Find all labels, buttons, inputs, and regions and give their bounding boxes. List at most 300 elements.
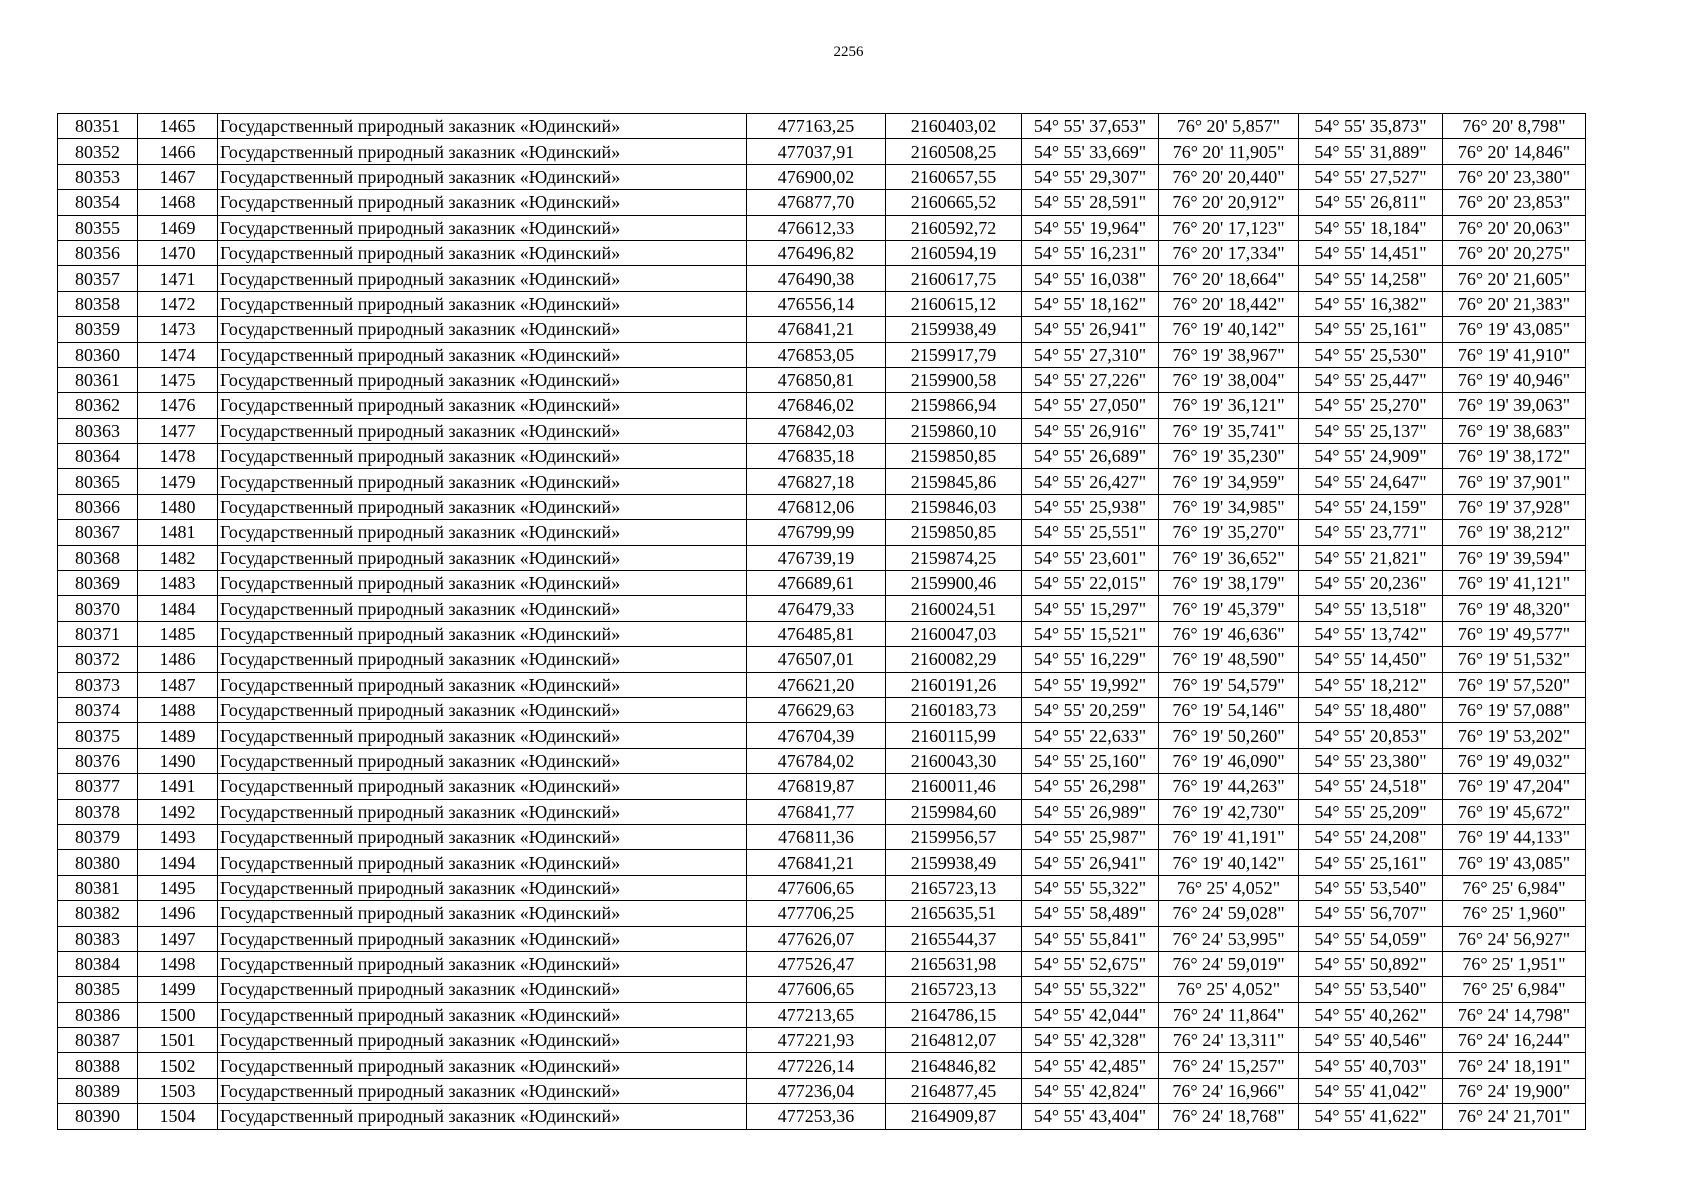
longitude-2-cell: 76° 20' 21,383" <box>1443 291 1586 316</box>
x-coordinate-cell: 477236,04 <box>747 1078 886 1103</box>
longitude-1-cell: 76° 24' 18,768" <box>1159 1104 1299 1129</box>
x-coordinate-cell: 477526,47 <box>747 951 886 976</box>
table-row <box>58 1002 1586 1027</box>
x-coordinate-cell: 476841,21 <box>747 317 886 342</box>
longitude-1-cell: 76° 20' 20,440" <box>1159 164 1299 189</box>
point-number-cell: 1497 <box>138 926 218 951</box>
longitude-2-cell: 76° 20' 20,275" <box>1443 240 1586 265</box>
record-id-cell: 80372 <box>58 647 138 672</box>
longitude-2-cell: 76° 20' 20,063" <box>1443 215 1586 240</box>
point-number-cell: 1479 <box>138 469 218 494</box>
longitude-1-cell: 76° 19' 54,579" <box>1159 672 1299 697</box>
longitude-1-cell: 76° 24' 59,019" <box>1159 951 1299 976</box>
object-name-cell: Государственный природный заказник «Юдинский» <box>218 494 747 519</box>
record-id-cell: 80364 <box>58 444 138 469</box>
x-coordinate-cell: 476784,02 <box>747 748 886 773</box>
longitude-2-cell: 76° 19' 38,683" <box>1443 418 1586 443</box>
latitude-2-cell: 54° 55' 24,159" <box>1299 494 1443 519</box>
latitude-1-cell: 54° 55' 26,941" <box>1022 317 1159 342</box>
table-row <box>58 1053 1586 1078</box>
record-id-cell: 80357 <box>58 266 138 291</box>
longitude-2-cell: 76° 19' 47,204" <box>1443 774 1586 799</box>
x-coordinate-cell: 476850,81 <box>747 367 886 392</box>
table-row <box>58 190 1586 215</box>
latitude-1-cell: 54° 55' 55,322" <box>1022 875 1159 900</box>
longitude-1-cell: 76° 24' 13,311" <box>1159 1028 1299 1053</box>
record-id-cell: 80384 <box>58 951 138 976</box>
object-name-cell: Государственный природный заказник «Юдинский» <box>218 291 747 316</box>
record-id-cell: 80387 <box>58 1028 138 1053</box>
latitude-1-cell: 54° 55' 16,229" <box>1022 647 1159 672</box>
latitude-1-cell: 54° 55' 26,941" <box>1022 850 1159 875</box>
longitude-2-cell: 76° 19' 41,910" <box>1443 342 1586 367</box>
longitude-1-cell: 76° 19' 46,636" <box>1159 621 1299 646</box>
x-coordinate-cell: 476841,77 <box>747 799 886 824</box>
latitude-1-cell: 54° 55' 43,404" <box>1022 1104 1159 1129</box>
point-number-cell: 1468 <box>138 190 218 215</box>
x-coordinate-cell: 476704,39 <box>747 723 886 748</box>
longitude-1-cell: 76° 24' 53,995" <box>1159 926 1299 951</box>
page-number: 2256 <box>833 44 864 60</box>
longitude-2-cell: 76° 19' 38,172" <box>1443 444 1586 469</box>
y-coordinate-cell: 2164846,82 <box>886 1053 1022 1078</box>
coordinates-table <box>57 113 1586 1130</box>
record-id-cell: 80360 <box>58 342 138 367</box>
x-coordinate-cell: 477226,14 <box>747 1053 886 1078</box>
table-row <box>58 469 1586 494</box>
y-coordinate-cell: 2159866,94 <box>886 393 1022 418</box>
latitude-1-cell: 54° 55' 20,259" <box>1022 697 1159 722</box>
x-coordinate-cell: 477706,25 <box>747 901 886 926</box>
y-coordinate-cell: 2159917,79 <box>886 342 1022 367</box>
x-coordinate-cell: 476853,05 <box>747 342 886 367</box>
table-row <box>58 977 1586 1002</box>
longitude-1-cell: 76° 19' 38,967" <box>1159 342 1299 367</box>
latitude-1-cell: 54° 55' 25,551" <box>1022 520 1159 545</box>
record-id-cell: 80368 <box>58 545 138 570</box>
point-number-cell: 1494 <box>138 850 218 875</box>
longitude-2-cell: 76° 19' 49,032" <box>1443 748 1586 773</box>
y-coordinate-cell: 2164786,15 <box>886 1002 1022 1027</box>
x-coordinate-cell: 476811,36 <box>747 824 886 849</box>
latitude-2-cell: 54° 55' 25,270" <box>1299 393 1443 418</box>
latitude-2-cell: 54° 55' 25,209" <box>1299 799 1443 824</box>
latitude-2-cell: 54° 55' 25,137" <box>1299 418 1443 443</box>
x-coordinate-cell: 476827,18 <box>747 469 886 494</box>
x-coordinate-cell: 477213,65 <box>747 1002 886 1027</box>
longitude-1-cell: 76° 20' 18,664" <box>1159 266 1299 291</box>
longitude-1-cell: 76° 19' 45,379" <box>1159 596 1299 621</box>
object-name-cell: Государственный природный заказник «Юдинский» <box>218 367 747 392</box>
table-row <box>58 520 1586 545</box>
table-row <box>58 672 1586 697</box>
table-row <box>58 1104 1586 1129</box>
latitude-2-cell: 54° 55' 40,703" <box>1299 1053 1443 1078</box>
longitude-1-cell: 76° 19' 35,741" <box>1159 418 1299 443</box>
object-name-cell: Государственный природный заказник «Юдинский» <box>218 418 747 443</box>
point-number-cell: 1483 <box>138 571 218 596</box>
latitude-2-cell: 54° 55' 24,208" <box>1299 824 1443 849</box>
table-row <box>58 723 1586 748</box>
point-number-cell: 1501 <box>138 1028 218 1053</box>
table-row <box>58 494 1586 519</box>
object-name-cell: Государственный природный заказник «Юдинский» <box>218 215 747 240</box>
point-number-cell: 1498 <box>138 951 218 976</box>
longitude-2-cell: 76° 20' 23,380" <box>1443 164 1586 189</box>
point-number-cell: 1492 <box>138 799 218 824</box>
longitude-1-cell: 76° 19' 35,230" <box>1159 444 1299 469</box>
table-row <box>58 114 1586 139</box>
record-id-cell: 80370 <box>58 596 138 621</box>
point-number-cell: 1474 <box>138 342 218 367</box>
y-coordinate-cell: 2164877,45 <box>886 1078 1022 1103</box>
object-name-cell: Государственный природный заказник «Юдинский» <box>218 621 747 646</box>
table-body <box>58 114 1586 1130</box>
latitude-1-cell: 54° 55' 27,226" <box>1022 367 1159 392</box>
longitude-2-cell: 76° 24' 21,701" <box>1443 1104 1586 1129</box>
longitude-1-cell: 76° 24' 59,028" <box>1159 901 1299 926</box>
latitude-2-cell: 54° 55' 24,647" <box>1299 469 1443 494</box>
longitude-1-cell: 76° 20' 11,905" <box>1159 139 1299 164</box>
y-coordinate-cell: 2159845,86 <box>886 469 1022 494</box>
latitude-2-cell: 54° 55' 23,380" <box>1299 748 1443 773</box>
record-id-cell: 80367 <box>58 520 138 545</box>
x-coordinate-cell: 477626,07 <box>747 926 886 951</box>
latitude-1-cell: 54° 55' 18,162" <box>1022 291 1159 316</box>
longitude-1-cell: 76° 19' 41,191" <box>1159 824 1299 849</box>
point-number-cell: 1503 <box>138 1078 218 1103</box>
record-id-cell: 80362 <box>58 393 138 418</box>
record-id-cell: 80359 <box>58 317 138 342</box>
object-name-cell: Государственный природный заказник «Юдинский» <box>218 977 747 1002</box>
longitude-2-cell: 76° 19' 57,088" <box>1443 697 1586 722</box>
longitude-1-cell: 76° 20' 17,123" <box>1159 215 1299 240</box>
latitude-2-cell: 54° 55' 18,184" <box>1299 215 1443 240</box>
longitude-1-cell: 76° 20' 17,334" <box>1159 240 1299 265</box>
y-coordinate-cell: 2159850,85 <box>886 444 1022 469</box>
latitude-1-cell: 54° 55' 26,298" <box>1022 774 1159 799</box>
record-id-cell: 80366 <box>58 494 138 519</box>
x-coordinate-cell: 476479,33 <box>747 596 886 621</box>
object-name-cell: Государственный природный заказник «Юдинский» <box>218 1002 747 1027</box>
object-name-cell: Государственный природный заказник «Юдинский» <box>218 748 747 773</box>
point-number-cell: 1495 <box>138 875 218 900</box>
x-coordinate-cell: 476841,21 <box>747 850 886 875</box>
longitude-2-cell: 76° 25' 6,984" <box>1443 977 1586 1002</box>
longitude-1-cell: 76° 19' 50,260" <box>1159 723 1299 748</box>
latitude-2-cell: 54° 55' 41,622" <box>1299 1104 1443 1129</box>
record-id-cell: 80377 <box>58 774 138 799</box>
y-coordinate-cell: 2160082,29 <box>886 647 1022 672</box>
record-id-cell: 80356 <box>58 240 138 265</box>
longitude-1-cell: 76° 19' 36,652" <box>1159 545 1299 570</box>
record-id-cell: 80363 <box>58 418 138 443</box>
longitude-1-cell: 76° 19' 54,146" <box>1159 697 1299 722</box>
latitude-1-cell: 54° 55' 16,231" <box>1022 240 1159 265</box>
point-number-cell: 1477 <box>138 418 218 443</box>
object-name-cell: Государственный природный заказник «Юдинский» <box>218 342 747 367</box>
point-number-cell: 1488 <box>138 697 218 722</box>
object-name-cell: Государственный природный заказник «Юдинский» <box>218 774 747 799</box>
latitude-2-cell: 54° 55' 23,771" <box>1299 520 1443 545</box>
longitude-1-cell: 76° 19' 38,004" <box>1159 367 1299 392</box>
y-coordinate-cell: 2160665,52 <box>886 190 1022 215</box>
table-row <box>58 697 1586 722</box>
point-number-cell: 1472 <box>138 291 218 316</box>
y-coordinate-cell: 2159938,49 <box>886 850 1022 875</box>
latitude-2-cell: 54° 55' 20,236" <box>1299 571 1443 596</box>
y-coordinate-cell: 2159900,46 <box>886 571 1022 596</box>
y-coordinate-cell: 2159846,03 <box>886 494 1022 519</box>
point-number-cell: 1467 <box>138 164 218 189</box>
latitude-1-cell: 54° 55' 52,675" <box>1022 951 1159 976</box>
longitude-2-cell: 76° 20' 21,605" <box>1443 266 1586 291</box>
object-name-cell: Государственный природный заказник «Юдинский» <box>218 317 747 342</box>
latitude-1-cell: 54° 55' 15,521" <box>1022 621 1159 646</box>
object-name-cell: Государственный природный заказник «Юдинский» <box>218 596 747 621</box>
latitude-2-cell: 54° 55' 13,518" <box>1299 596 1443 621</box>
table-row <box>58 444 1586 469</box>
y-coordinate-cell: 2160047,03 <box>886 621 1022 646</box>
latitude-1-cell: 54° 55' 15,297" <box>1022 596 1159 621</box>
latitude-1-cell: 54° 55' 25,938" <box>1022 494 1159 519</box>
longitude-2-cell: 76° 19' 48,320" <box>1443 596 1586 621</box>
y-coordinate-cell: 2165723,13 <box>886 977 1022 1002</box>
table-row <box>58 875 1586 900</box>
object-name-cell: Государственный природный заказник «Юдинский» <box>218 697 747 722</box>
record-id-cell: 80382 <box>58 901 138 926</box>
latitude-2-cell: 54° 55' 14,451" <box>1299 240 1443 265</box>
longitude-1-cell: 76° 24' 15,257" <box>1159 1053 1299 1078</box>
object-name-cell: Государственный природный заказник «Юдинский» <box>218 901 747 926</box>
point-number-cell: 1469 <box>138 215 218 240</box>
latitude-2-cell: 54° 55' 50,892" <box>1299 951 1443 976</box>
latitude-1-cell: 54° 55' 27,050" <box>1022 393 1159 418</box>
latitude-2-cell: 54° 55' 56,707" <box>1299 901 1443 926</box>
record-id-cell: 80381 <box>58 875 138 900</box>
latitude-1-cell: 54° 55' 26,989" <box>1022 799 1159 824</box>
object-name-cell: Государственный природный заказник «Юдинский» <box>218 139 747 164</box>
x-coordinate-cell: 477606,65 <box>747 977 886 1002</box>
record-id-cell: 80369 <box>58 571 138 596</box>
y-coordinate-cell: 2165544,37 <box>886 926 1022 951</box>
x-coordinate-cell: 476900,02 <box>747 164 886 189</box>
latitude-1-cell: 54° 55' 19,964" <box>1022 215 1159 240</box>
latitude-2-cell: 54° 55' 40,262" <box>1299 1002 1443 1027</box>
longitude-1-cell: 76° 19' 44,263" <box>1159 774 1299 799</box>
x-coordinate-cell: 476842,03 <box>747 418 886 443</box>
point-number-cell: 1482 <box>138 545 218 570</box>
longitude-2-cell: 76° 24' 18,191" <box>1443 1053 1586 1078</box>
y-coordinate-cell: 2159938,49 <box>886 317 1022 342</box>
longitude-2-cell: 76° 20' 14,846" <box>1443 139 1586 164</box>
point-number-cell: 1487 <box>138 672 218 697</box>
table-row <box>58 240 1586 265</box>
latitude-1-cell: 54° 55' 22,633" <box>1022 723 1159 748</box>
longitude-1-cell: 76° 19' 34,959" <box>1159 469 1299 494</box>
latitude-1-cell: 54° 55' 37,653" <box>1022 114 1159 139</box>
table-row <box>58 1078 1586 1103</box>
x-coordinate-cell: 476819,87 <box>747 774 886 799</box>
latitude-2-cell: 54° 55' 18,480" <box>1299 697 1443 722</box>
x-coordinate-cell: 476490,38 <box>747 266 886 291</box>
point-number-cell: 1485 <box>138 621 218 646</box>
y-coordinate-cell: 2160024,51 <box>886 596 1022 621</box>
table-row <box>58 317 1586 342</box>
longitude-2-cell: 76° 19' 43,085" <box>1443 850 1586 875</box>
x-coordinate-cell: 476846,02 <box>747 393 886 418</box>
point-number-cell: 1486 <box>138 647 218 672</box>
latitude-2-cell: 54° 55' 35,873" <box>1299 114 1443 139</box>
point-number-cell: 1481 <box>138 520 218 545</box>
latitude-2-cell: 54° 55' 53,540" <box>1299 977 1443 1002</box>
object-name-cell: Государственный природный заказник «Юдинский» <box>218 114 747 139</box>
point-number-cell: 1489 <box>138 723 218 748</box>
point-number-cell: 1491 <box>138 774 218 799</box>
x-coordinate-cell: 476496,82 <box>747 240 886 265</box>
x-coordinate-cell: 476629,63 <box>747 697 886 722</box>
latitude-2-cell: 54° 55' 21,821" <box>1299 545 1443 570</box>
latitude-1-cell: 54° 55' 23,601" <box>1022 545 1159 570</box>
x-coordinate-cell: 476812,06 <box>747 494 886 519</box>
object-name-cell: Государственный природный заказник «Юдинский» <box>218 1104 747 1129</box>
table-row <box>58 596 1586 621</box>
longitude-2-cell: 76° 19' 37,928" <box>1443 494 1586 519</box>
latitude-2-cell: 54° 55' 18,212" <box>1299 672 1443 697</box>
y-coordinate-cell: 2159874,25 <box>886 545 1022 570</box>
object-name-cell: Государственный природный заказник «Юдинский» <box>218 393 747 418</box>
y-coordinate-cell: 2160115,99 <box>886 723 1022 748</box>
latitude-2-cell: 54° 55' 26,811" <box>1299 190 1443 215</box>
longitude-2-cell: 76° 24' 14,798" <box>1443 1002 1586 1027</box>
table-row <box>58 571 1586 596</box>
record-id-cell: 80365 <box>58 469 138 494</box>
latitude-2-cell: 54° 55' 25,530" <box>1299 342 1443 367</box>
longitude-1-cell: 76° 25' 4,052" <box>1159 977 1299 1002</box>
latitude-2-cell: 54° 55' 13,742" <box>1299 621 1443 646</box>
y-coordinate-cell: 2160615,12 <box>886 291 1022 316</box>
longitude-2-cell: 76° 24' 16,244" <box>1443 1028 1586 1053</box>
x-coordinate-cell: 476689,61 <box>747 571 886 596</box>
object-name-cell: Государственный природный заказник «Юдинский» <box>218 571 747 596</box>
object-name-cell: Государственный природный заказник «Юдинский» <box>218 1028 747 1053</box>
latitude-2-cell: 54° 55' 25,161" <box>1299 850 1443 875</box>
table-row <box>58 647 1586 672</box>
y-coordinate-cell: 2160592,72 <box>886 215 1022 240</box>
latitude-2-cell: 54° 55' 27,527" <box>1299 164 1443 189</box>
longitude-2-cell: 76° 19' 40,946" <box>1443 367 1586 392</box>
x-coordinate-cell: 477037,91 <box>747 139 886 164</box>
latitude-2-cell: 54° 55' 40,546" <box>1299 1028 1443 1053</box>
latitude-1-cell: 54° 55' 58,489" <box>1022 901 1159 926</box>
longitude-1-cell: 76° 20' 5,857" <box>1159 114 1299 139</box>
latitude-2-cell: 54° 55' 54,059" <box>1299 926 1443 951</box>
object-name-cell: Государственный природный заказник «Юдинский» <box>218 1078 747 1103</box>
longitude-2-cell: 76° 24' 19,900" <box>1443 1078 1586 1103</box>
point-number-cell: 1476 <box>138 393 218 418</box>
y-coordinate-cell: 2165631,98 <box>886 951 1022 976</box>
object-name-cell: Государственный природный заказник «Юдинский» <box>218 926 747 951</box>
object-name-cell: Государственный природный заказник «Юдинский» <box>218 875 747 900</box>
longitude-1-cell: 76° 19' 40,142" <box>1159 850 1299 875</box>
latitude-2-cell: 54° 55' 24,518" <box>1299 774 1443 799</box>
object-name-cell: Государственный природный заказник «Юдинский» <box>218 1053 747 1078</box>
longitude-2-cell: 76° 19' 45,672" <box>1443 799 1586 824</box>
point-number-cell: 1465 <box>138 114 218 139</box>
table-row <box>58 926 1586 951</box>
longitude-1-cell: 76° 20' 20,912" <box>1159 190 1299 215</box>
y-coordinate-cell: 2165635,51 <box>886 901 1022 926</box>
longitude-1-cell: 76° 19' 35,270" <box>1159 520 1299 545</box>
table-row <box>58 367 1586 392</box>
x-coordinate-cell: 476621,20 <box>747 672 886 697</box>
longitude-2-cell: 76° 20' 23,853" <box>1443 190 1586 215</box>
latitude-1-cell: 54° 55' 42,485" <box>1022 1053 1159 1078</box>
object-name-cell: Государственный природный заказник «Юдинский» <box>218 266 747 291</box>
latitude-2-cell: 54° 55' 14,258" <box>1299 266 1443 291</box>
record-id-cell: 80386 <box>58 1002 138 1027</box>
y-coordinate-cell: 2160508,25 <box>886 139 1022 164</box>
x-coordinate-cell: 476739,19 <box>747 545 886 570</box>
longitude-2-cell: 76° 19' 38,212" <box>1443 520 1586 545</box>
record-id-cell: 80385 <box>58 977 138 1002</box>
object-name-cell: Государственный природный заказник «Юдинский» <box>218 190 747 215</box>
table-row <box>58 901 1586 926</box>
record-id-cell: 80389 <box>58 1078 138 1103</box>
x-coordinate-cell: 476877,70 <box>747 190 886 215</box>
record-id-cell: 80361 <box>58 367 138 392</box>
x-coordinate-cell: 477163,25 <box>747 114 886 139</box>
longitude-2-cell: 76° 19' 57,520" <box>1443 672 1586 697</box>
longitude-1-cell: 76° 25' 4,052" <box>1159 875 1299 900</box>
longitude-1-cell: 76° 19' 46,090" <box>1159 748 1299 773</box>
y-coordinate-cell: 2160011,46 <box>886 774 1022 799</box>
x-coordinate-cell: 477253,36 <box>747 1104 886 1129</box>
object-name-cell: Государственный природный заказник «Юдинский» <box>218 951 747 976</box>
longitude-1-cell: 76° 19' 36,121" <box>1159 393 1299 418</box>
latitude-1-cell: 54° 55' 26,427" <box>1022 469 1159 494</box>
latitude-1-cell: 54° 55' 42,044" <box>1022 1002 1159 1027</box>
longitude-1-cell: 76° 24' 11,864" <box>1159 1002 1299 1027</box>
x-coordinate-cell: 476799,99 <box>747 520 886 545</box>
y-coordinate-cell: 2160191,26 <box>886 672 1022 697</box>
latitude-1-cell: 54° 55' 33,669" <box>1022 139 1159 164</box>
point-number-cell: 1490 <box>138 748 218 773</box>
record-id-cell: 80376 <box>58 748 138 773</box>
y-coordinate-cell: 2159984,60 <box>886 799 1022 824</box>
longitude-2-cell: 76° 25' 1,951" <box>1443 951 1586 976</box>
longitude-2-cell: 76° 25' 6,984" <box>1443 875 1586 900</box>
y-coordinate-cell: 2165723,13 <box>886 875 1022 900</box>
latitude-1-cell: 54° 55' 26,916" <box>1022 418 1159 443</box>
table-row <box>58 164 1586 189</box>
point-number-cell: 1493 <box>138 824 218 849</box>
point-number-cell: 1480 <box>138 494 218 519</box>
x-coordinate-cell: 477221,93 <box>747 1028 886 1053</box>
point-number-cell: 1496 <box>138 901 218 926</box>
longitude-2-cell: 76° 19' 51,532" <box>1443 647 1586 672</box>
longitude-1-cell: 76° 20' 18,442" <box>1159 291 1299 316</box>
object-name-cell: Государственный природный заказник «Юдинский» <box>218 672 747 697</box>
latitude-2-cell: 54° 55' 31,889" <box>1299 139 1443 164</box>
table-row <box>58 215 1586 240</box>
table-row <box>58 1028 1586 1053</box>
table-row <box>58 342 1586 367</box>
y-coordinate-cell: 2164909,87 <box>886 1104 1022 1129</box>
longitude-2-cell: 76° 20' 8,798" <box>1443 114 1586 139</box>
object-name-cell: Государственный природный заказник «Юдинский» <box>218 444 747 469</box>
y-coordinate-cell: 2160657,55 <box>886 164 1022 189</box>
